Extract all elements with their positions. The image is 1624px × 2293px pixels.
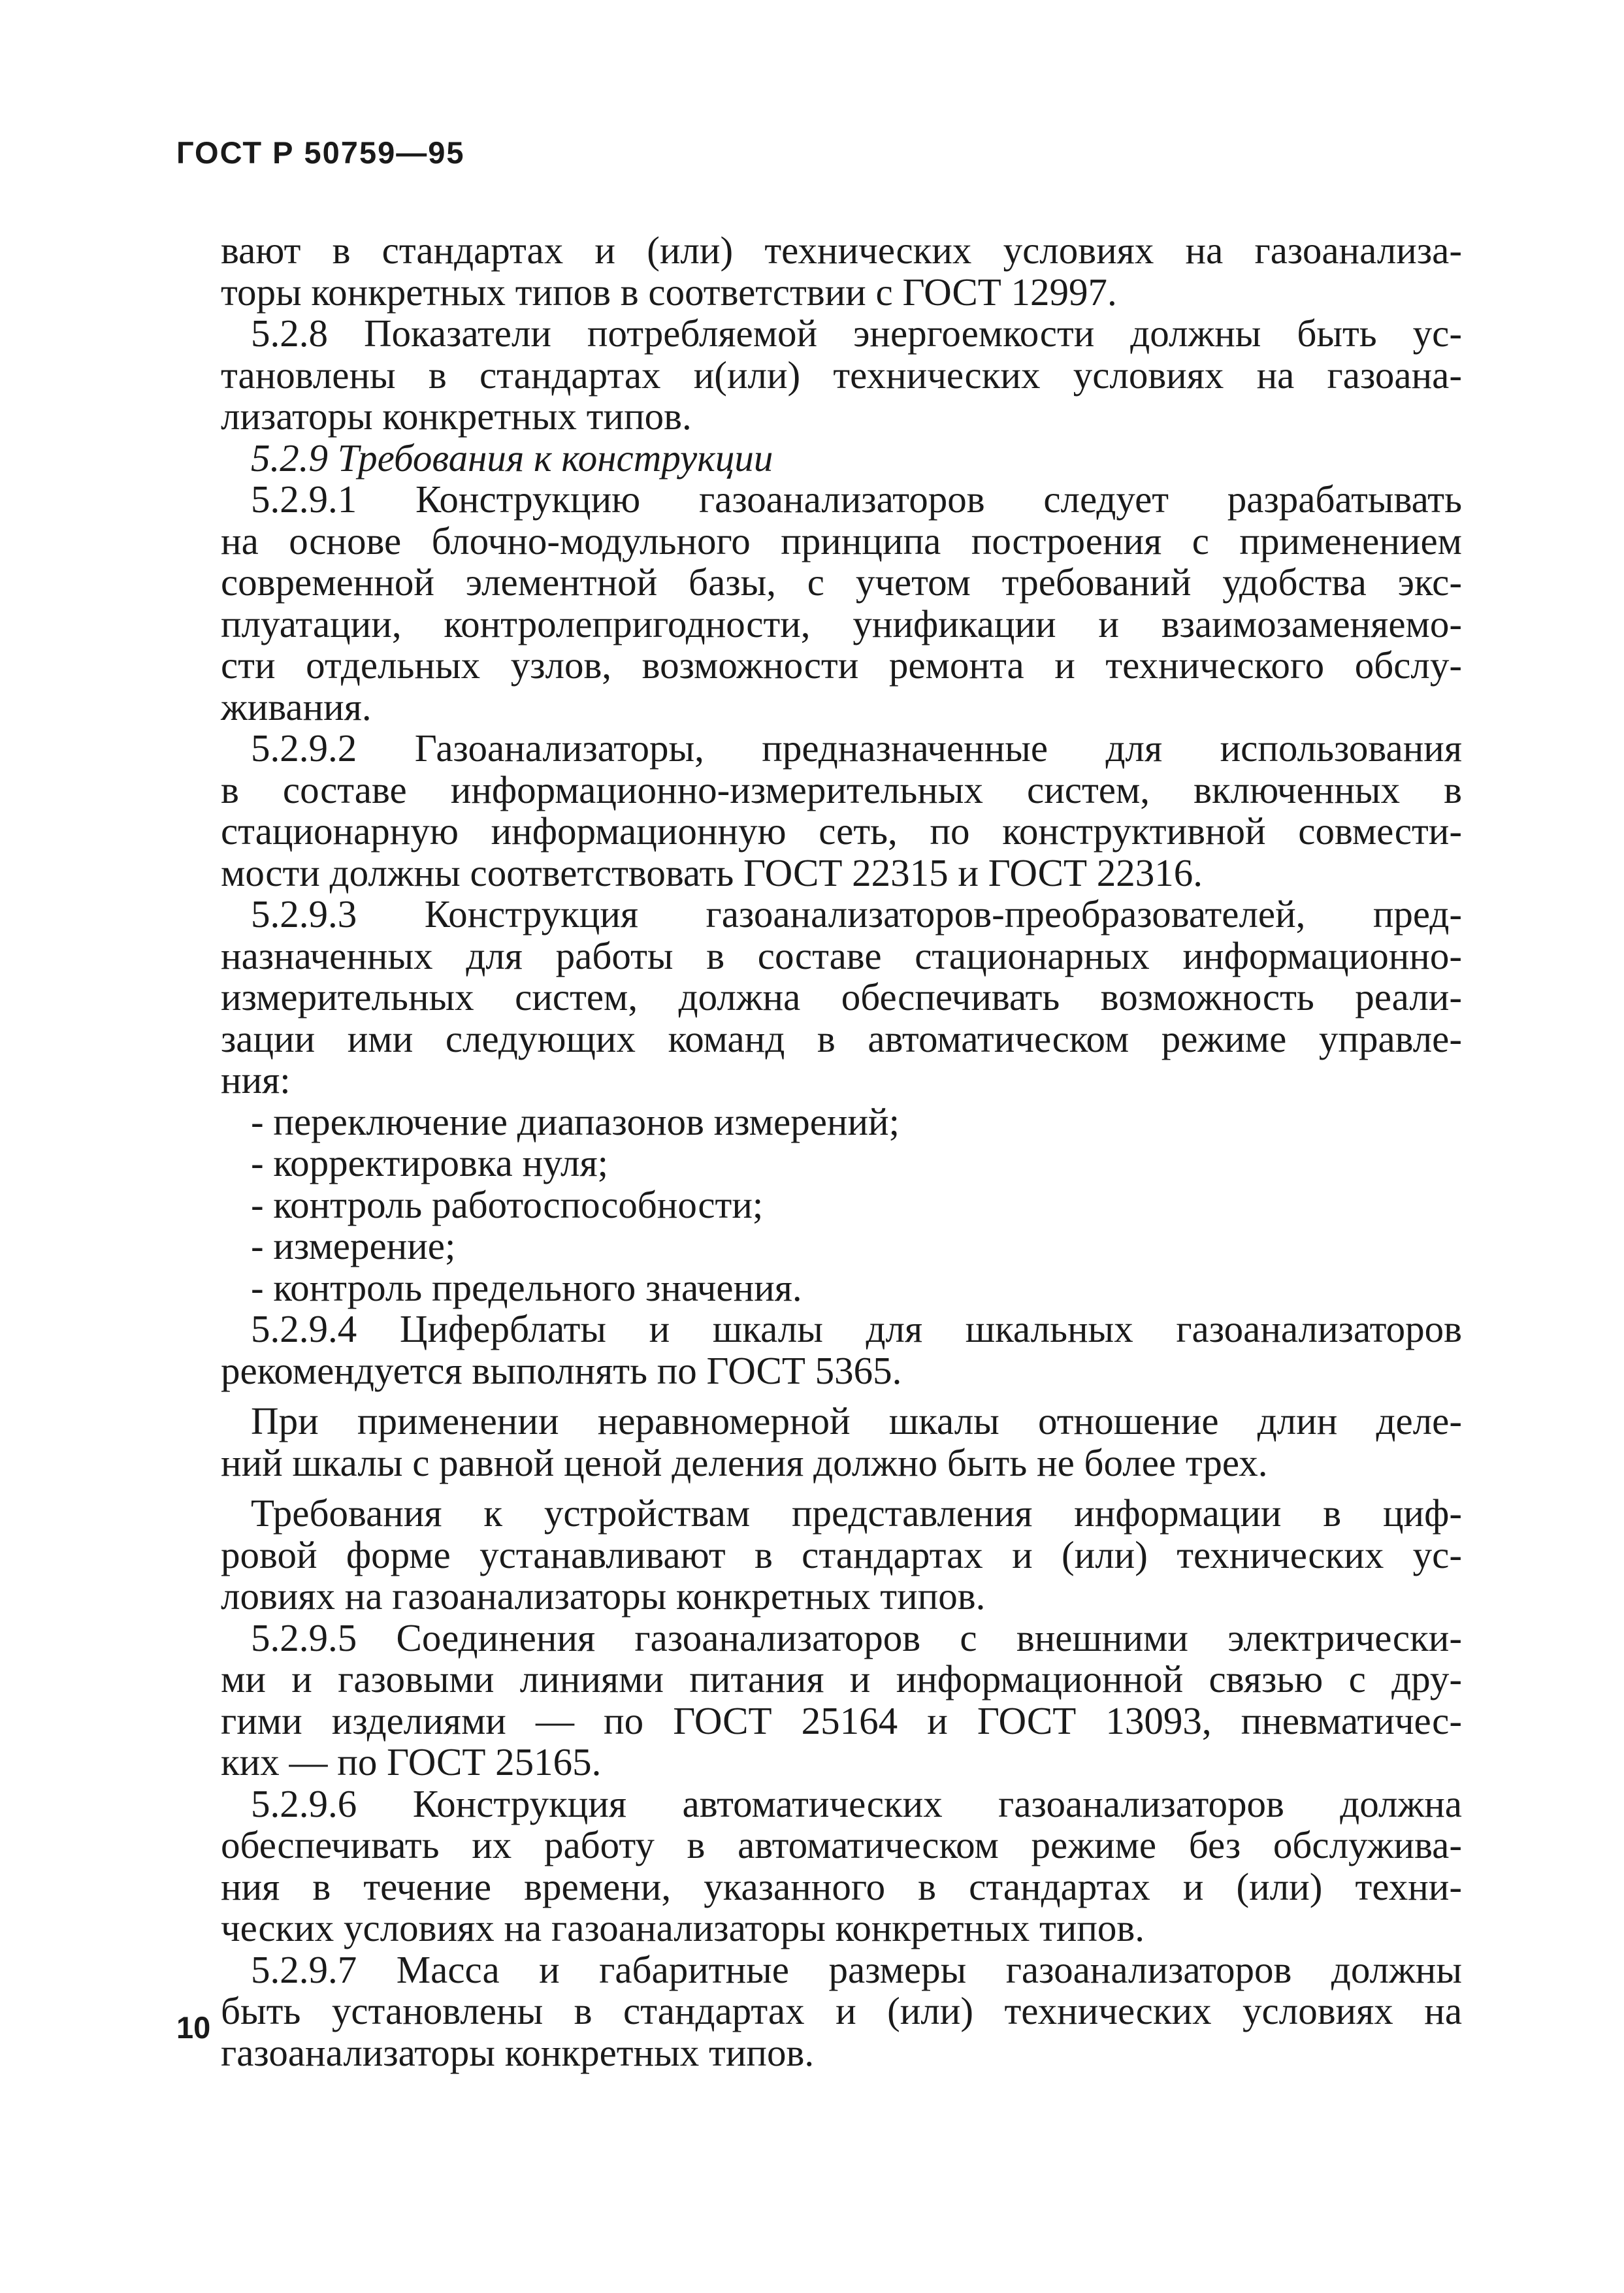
text-line: мости должны соответствовать ГОСТ 22315 и ГОСТ 22316. [221, 851, 1203, 894]
text-line: - переключение диапазонов измерений; [251, 1099, 900, 1143]
text-line: гими изделиями — по ГОСТ 25164 и ГОСТ 13093, пневматичес- [221, 1699, 1462, 1742]
text-line: тановлены в стандартах и(или) технических условиях на газоана- [221, 353, 1462, 397]
text-line: лизаторы конкретных типов. [221, 395, 692, 438]
text-line: ми и газовыми линиями питания и информационной связью с дру- [221, 1657, 1462, 1700]
text-line: газоанализаторы конкретных типов. [221, 2030, 815, 2074]
text-line: - корректировка нуля; [251, 1141, 609, 1184]
text-line: ния в течение времени, указанного в стандартах и (или) техни- [221, 1864, 1462, 1908]
text-line: 5.2.9 Требования к конструкции [251, 436, 773, 480]
text-line: на основе блочно-модульного принципа построения с применением [221, 519, 1462, 562]
text-line: ровой форме устанавливают в стандартах и (или) технических ус- [221, 1533, 1462, 1576]
text-line: 5.2.9.5 Соединения газоанализаторов с внешними электрически- [251, 1616, 1462, 1659]
text-line: стационарную информационную сеть, по конструктивной совмести- [221, 809, 1462, 853]
text-line: обеспечивать их работу в автоматическом режиме без обслужива- [221, 1823, 1462, 1866]
text-line: торы конкретных типов в соответствии с ГОСТ 12997. [221, 270, 1117, 314]
text-line: рекомендуется выполнять по ГОСТ 5365. [221, 1348, 902, 1392]
text-line: вают в стандартах и (или) технических условиях на газоанализа- [221, 229, 1462, 272]
text-line: быть установлены в стандартах и (или) технических условиях на [221, 1989, 1462, 2032]
text-line: в составе информационно-измерительных систем, включенных в [221, 768, 1462, 811]
text-line: При применении неравномерной шкалы отношение длин деле- [251, 1399, 1462, 1442]
text-line: назначенных для работы в составе стационарных информационно- [221, 934, 1462, 977]
text-line: 5.2.9.3 Конструкция газоанализаторов-преобразователей, пред- [251, 892, 1462, 935]
page-number: 10 [176, 2010, 211, 2045]
body-text [221, 230, 1462, 2073]
text-line: зации ими следующих команд в автоматическом режиме управле- [221, 1016, 1462, 1060]
text-line: Требования к устройствам представления информации в циф- [251, 1491, 1462, 1535]
text-line: 5.2.9.6 Конструкция автоматических газоанализаторов должна [251, 1781, 1462, 1825]
text-line: 5.2.9.7 Масса и габаритные размеры газоанализаторов должны [251, 1947, 1462, 1991]
text-line: 5.2.9.1 Конструкцию газоанализаторов следует разрабатывать [251, 478, 1462, 521]
text-line: 5.2.8 Показатели потребляемой энергоемкости должны быть ус- [251, 312, 1462, 355]
text-line: современной элементной базы, с учетом требований удобства экс- [221, 561, 1462, 604]
text-line: плуатации, контролепригодности, унификации и взаимозаменяемо- [221, 602, 1462, 645]
text-line: - контроль работоспособности; [251, 1182, 764, 1226]
document-header: ГОСТ Р 50759—95 [176, 135, 465, 170]
text-line: сти отдельных узлов, возможности ремонта и технического обслу- [221, 643, 1462, 687]
text-line: ний шкалы с равной ценой деления должно быть не более трех. [221, 1440, 1268, 1484]
text-line: ческих условиях на газоанализаторы конкретных типов. [221, 1906, 1145, 1949]
text-line: 5.2.9.4 Циферблаты и шкалы для шкальных газоанализаторов [251, 1307, 1462, 1350]
text-line: живания. [221, 685, 372, 728]
text-line: измерительных систем, должна обеспечивать возможность реали- [221, 975, 1462, 1018]
text-line: 5.2.9.2 Газоанализаторы, предназначенные для использования [251, 726, 1462, 770]
text-line: ния: [221, 1058, 291, 1101]
text-line: - контроль предельного значения. [251, 1265, 802, 1309]
text-line: - измерение; [251, 1224, 456, 1267]
text-line: ких — по ГОСТ 25165. [221, 1740, 602, 1783]
text-line: ловиях на газоанализаторы конкретных типов. [221, 1574, 986, 1618]
